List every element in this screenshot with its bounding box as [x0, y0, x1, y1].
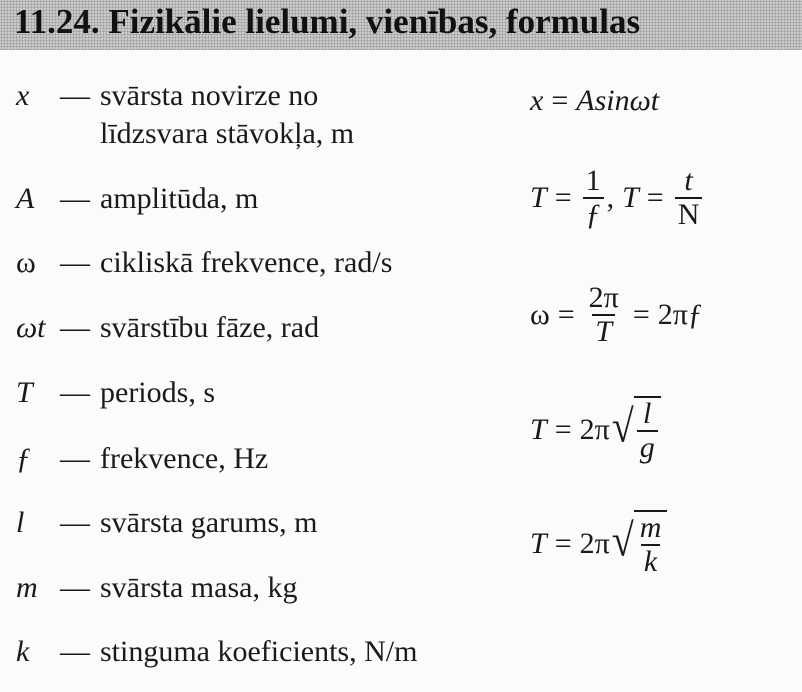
fraction [675, 165, 703, 231]
symbol-k: k [16, 635, 30, 668]
equals-sign: = [554, 527, 572, 560]
equals-sign: = [551, 84, 569, 117]
symbol-T: T [16, 376, 33, 409]
equals-sign: = [632, 298, 650, 331]
formula-lhs: T [530, 181, 547, 214]
description-x: svārsta novirze no [100, 79, 319, 112]
radical-sign: √ [611, 400, 634, 452]
numerator: t [684, 164, 693, 197]
equals-sign: = [554, 413, 572, 446]
description-f: frekvence, Hz [100, 442, 269, 475]
dash: — [60, 506, 90, 539]
formula-lhs: ω [530, 298, 550, 331]
symbol-x: x [16, 79, 30, 112]
numerator: 2π [588, 281, 619, 314]
square-root [612, 510, 668, 578]
fraction [637, 398, 658, 464]
description-k: stinguma koeficients, N/m [100, 635, 418, 668]
equals-sign: = [554, 181, 572, 214]
section-header-bar [0, 0, 802, 50]
denominator: ƒ [583, 197, 604, 231]
formula-rhs: Asinωt [576, 84, 660, 117]
formula-displacement [530, 84, 659, 118]
coefficient: 2π [579, 527, 610, 560]
numerator: m [639, 511, 662, 544]
symbol-A: A [16, 182, 35, 215]
equals-sign: = [646, 181, 664, 214]
dash: — [60, 376, 90, 409]
description-omega-t: svārstību fāze, rad [100, 311, 320, 344]
section-title: 11.24. Fizikālie lielumi, vienības, formulas [14, 2, 641, 41]
formula-pendulum-period [530, 396, 661, 464]
symbol-omega-t: ωt [16, 311, 46, 344]
formula-lhs: T [530, 527, 547, 560]
symbol-omega: ω [16, 246, 36, 279]
formula-period-frequency [530, 165, 705, 231]
formula-rhs: 2πƒ [657, 298, 703, 331]
radicand [634, 396, 661, 464]
denominator: T [592, 314, 615, 348]
description-l: svārsta garums, m [100, 506, 318, 539]
fraction [637, 512, 665, 578]
description-omega: cikliskā frekvence, rad/s [100, 246, 393, 279]
equals-sign: = [557, 298, 575, 331]
coefficient: 2π [579, 413, 610, 446]
fraction [583, 165, 604, 231]
dash: — [60, 246, 90, 279]
fraction [586, 282, 622, 348]
dash: — [60, 635, 90, 668]
denominator: k [641, 544, 660, 578]
symbol-m: m [16, 571, 38, 604]
dash: — [60, 571, 90, 604]
formula-lhs: x [530, 84, 544, 117]
description-m: svārsta masa, kg [100, 571, 298, 604]
numerator: 1 [585, 164, 601, 197]
radical-sign: √ [611, 514, 634, 566]
denominator: g [637, 430, 658, 464]
square-root [612, 396, 661, 464]
radicand [634, 510, 668, 578]
description-T: periods, s [100, 376, 215, 409]
description-x-continued: līdzsvara stāvokļa, m [100, 117, 355, 150]
description-A: amplitūda, m [100, 182, 259, 215]
denominator: N [675, 197, 703, 231]
formula-lhs: T [530, 413, 547, 446]
symbol-f: ƒ [16, 442, 31, 475]
dash: — [60, 182, 90, 215]
comma: , [606, 181, 615, 214]
dash: — [60, 442, 90, 475]
formula-angular-frequency [530, 282, 703, 348]
symbol-l: l [16, 506, 25, 539]
formula-spring-period [530, 510, 667, 578]
numerator: l [643, 397, 652, 430]
dash: — [60, 311, 90, 344]
formula-lhs-2: T [622, 181, 639, 214]
dash: — [60, 79, 90, 112]
